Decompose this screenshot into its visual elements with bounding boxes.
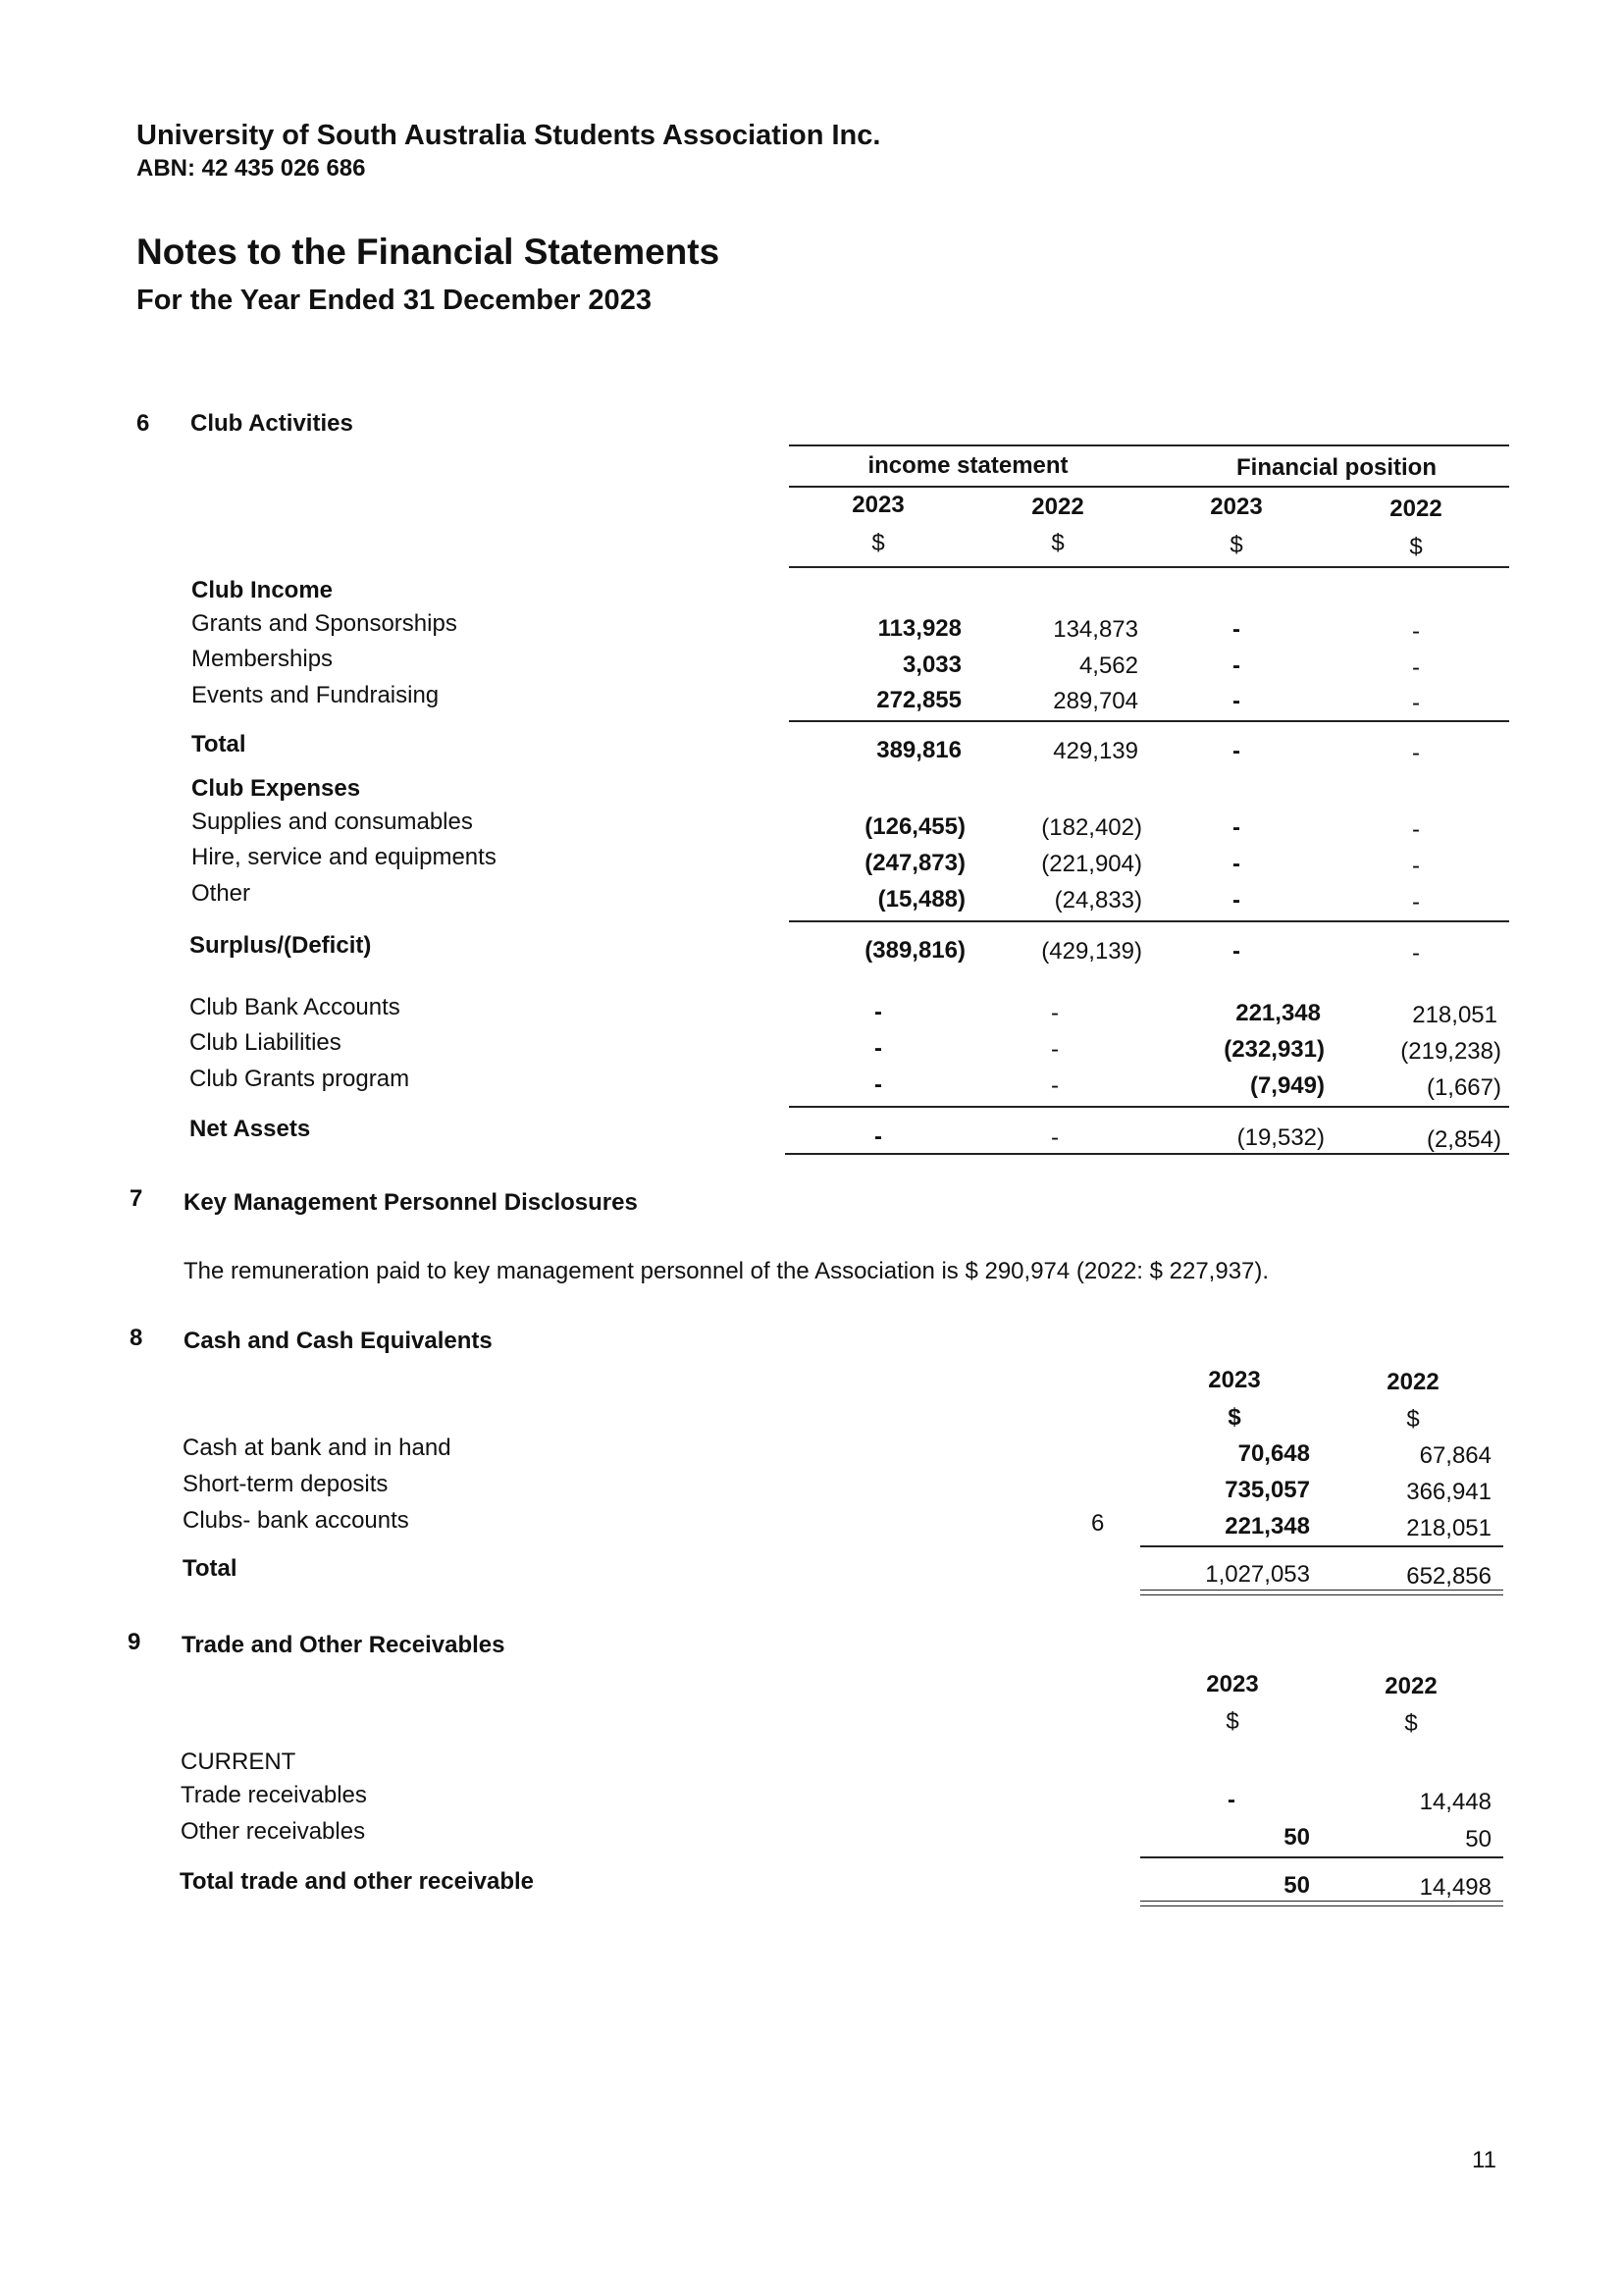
club-income-heading: Club Income: [191, 577, 334, 603]
cell-value: 14,448: [1419, 1789, 1492, 1815]
cell-value: -: [874, 1035, 882, 1062]
cell-value: -: [1232, 738, 1240, 764]
col-currency: $: [1051, 530, 1065, 556]
cell-value: (19,532): [1236, 1124, 1325, 1151]
row-label: Grants and Sponsorships: [191, 610, 457, 637]
cell-value: -: [1228, 1787, 1235, 1813]
cell-value: 14,498: [1419, 1874, 1492, 1901]
cell-value: 134,873: [1053, 616, 1138, 643]
cell-value: 113,928: [877, 615, 962, 642]
cell-value: -: [1232, 688, 1240, 714]
col-currency: $: [871, 530, 885, 556]
row-label: Clubs- bank accounts: [183, 1507, 409, 1534]
note-9-number: 9: [128, 1629, 141, 1655]
net-assets-label: Net Assets: [189, 1116, 311, 1142]
cell-value: -: [1412, 889, 1420, 915]
cell-value: -: [1232, 851, 1240, 877]
cell-value: (15,488): [877, 886, 966, 913]
row-label: Club Liabilities: [189, 1029, 341, 1056]
total-label: Total: [191, 731, 246, 757]
cell-value: 366,941: [1406, 1479, 1492, 1505]
total-label: Total trade and other receivable: [180, 1868, 534, 1895]
cell-value: 218,051: [1412, 1002, 1497, 1028]
surplus-label: Surplus/(Deficit): [189, 932, 372, 959]
note-9-title: Trade and Other Receivables: [182, 1632, 505, 1658]
cell-value: (182,402): [1041, 814, 1142, 841]
cell-value: (7,949): [1249, 1072, 1325, 1099]
club-expenses-heading: Club Expenses: [191, 775, 361, 802]
cell-value: 50: [1465, 1826, 1492, 1852]
page-subtitle: For the Year Ended 31 December 2023: [136, 285, 652, 316]
cell-value: -: [1412, 690, 1420, 716]
row-label: Memberships: [191, 646, 334, 672]
cell-value: -: [874, 999, 882, 1025]
cell-value: (1,667): [1426, 1074, 1501, 1101]
cell-value: -: [1051, 1000, 1059, 1026]
cell-value: -: [1412, 853, 1420, 879]
cell-value: -: [1412, 654, 1420, 681]
page-title: Notes to the Financial Statements: [136, 232, 720, 272]
col-year-2023: 2023: [1206, 1671, 1259, 1697]
cell-value: 50: [1283, 1872, 1310, 1899]
cell-value: (221,904): [1041, 851, 1142, 877]
cell-value: 272,855: [876, 687, 962, 713]
col-year-2022: 2022: [1387, 1369, 1440, 1395]
org-name: University of South Australia Students Association Inc.: [136, 120, 881, 151]
col-currency: $: [1228, 1404, 1241, 1431]
cell-value: 218,051: [1406, 1515, 1492, 1541]
row-label: Short-term deposits: [183, 1471, 389, 1497]
row-label: Hire, service and equipments: [191, 844, 497, 870]
cell-value: (24,833): [1054, 887, 1142, 913]
cell-value: 735,057: [1225, 1477, 1310, 1503]
col-currency: $: [1409, 534, 1423, 560]
row-label: Events and Fundraising: [191, 682, 440, 708]
cell-value: 50: [1283, 1824, 1310, 1851]
col-year-is-2022: 2022: [1031, 494, 1084, 520]
abn: ABN: 42 435 026 686: [136, 155, 366, 182]
note-reference: 6: [1091, 1510, 1105, 1537]
page-number: 11: [1472, 2147, 1496, 2173]
row-label: Other receivables: [181, 1818, 366, 1845]
cell-value: 4,562: [1078, 652, 1138, 679]
note-7-title: Key Management Personnel Disclosures: [183, 1189, 638, 1216]
note-7-number: 7: [130, 1185, 143, 1212]
cell-value: (389,816): [864, 937, 966, 964]
cell-value: (2,854): [1426, 1126, 1501, 1153]
cell-value: (232,931): [1224, 1036, 1325, 1063]
col-currency: $: [1230, 532, 1243, 558]
note-6-number: 6: [136, 410, 150, 437]
col-year-2022: 2022: [1385, 1673, 1438, 1699]
current-heading: CURRENT: [181, 1748, 296, 1775]
cell-value: -: [1232, 938, 1240, 965]
kmp-remuneration-text: The remuneration paid to key management personnel of the Association is $ 290,974 (2022: $ 227,937).: [183, 1258, 1270, 1284]
note-6-title: Club Activities: [190, 410, 353, 437]
row-label: Cash at bank and in hand: [183, 1435, 451, 1461]
group-income-statement: income statement: [867, 452, 1069, 479]
cell-value: 429,139: [1053, 738, 1138, 764]
cell-value: (429,139): [1041, 938, 1142, 965]
total-label: Total: [183, 1555, 237, 1582]
cell-value: 221,348: [1235, 1000, 1321, 1026]
col-currency: $: [1406, 1406, 1420, 1433]
row-label: Club Grants program: [189, 1066, 410, 1092]
col-year-fp-2022: 2022: [1389, 496, 1442, 522]
cell-value: -: [1051, 1036, 1059, 1063]
cell-value: -: [1232, 616, 1240, 643]
cell-value: -: [1412, 940, 1420, 966]
cell-value: 221,348: [1225, 1513, 1310, 1539]
row-label: Other: [191, 880, 251, 907]
col-year-fp-2023: 2023: [1210, 494, 1263, 520]
note-8-title: Cash and Cash Equivalents: [183, 1328, 493, 1354]
cell-value: 1,027,053: [1205, 1561, 1310, 1588]
cell-value: 67,864: [1419, 1442, 1492, 1469]
col-currency: $: [1404, 1710, 1418, 1737]
cell-value: -: [874, 1123, 882, 1150]
group-financial-position: Financial position: [1235, 454, 1437, 481]
cell-value: (247,873): [864, 850, 966, 876]
cell-value: (126,455): [864, 813, 966, 840]
row-label: Club Bank Accounts: [189, 994, 400, 1020]
note-8-number: 8: [130, 1325, 143, 1351]
cell-value: -: [1412, 740, 1420, 766]
cell-value: 289,704: [1053, 688, 1138, 714]
cell-value: 3,033: [902, 652, 962, 678]
cell-value: -: [874, 1071, 882, 1098]
cell-value: 652,856: [1406, 1563, 1492, 1590]
col-year-2023: 2023: [1208, 1367, 1261, 1393]
cell-value: -: [1051, 1124, 1059, 1151]
cell-value: -: [1232, 814, 1240, 841]
cell-value: (219,238): [1400, 1038, 1501, 1065]
cell-value: -: [1232, 652, 1240, 679]
cell-value: 70,648: [1237, 1440, 1310, 1467]
cell-value: -: [1051, 1072, 1059, 1099]
row-label: Supplies and consumables: [191, 809, 473, 835]
cell-value: 389,816: [876, 737, 962, 763]
cell-value: -: [1412, 618, 1420, 645]
row-label: Trade receivables: [181, 1782, 367, 1808]
cell-value: -: [1412, 816, 1420, 843]
col-currency: $: [1226, 1708, 1239, 1735]
cell-value: -: [1232, 887, 1240, 913]
col-year-is-2023: 2023: [852, 492, 905, 518]
